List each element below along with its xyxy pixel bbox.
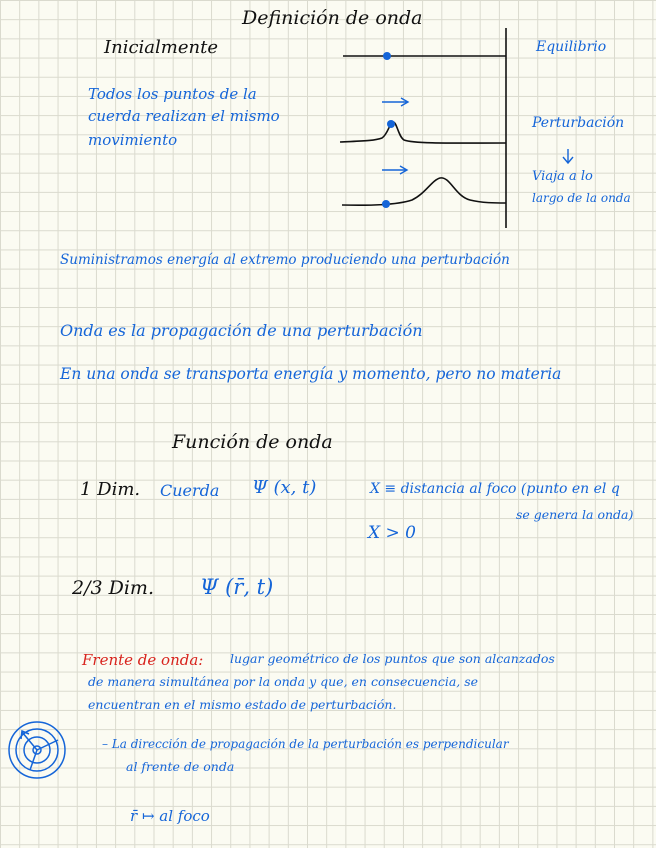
r-vector-note: r̄ ↦ al foco [130, 807, 210, 825]
wavefront-definition-3: encuentran en el mismo estado de perturbación. [88, 697, 397, 712]
wavefront-term: Frente de onda: [82, 651, 204, 669]
direction-line-1: – La dirección de propagación de la perturbación es perpendicular [102, 737, 509, 751]
dim23-label: 2/3 Dim. [72, 577, 154, 599]
supply-energy-text: Suministramos energía al extremo produciendo una perturbación [60, 252, 510, 268]
all-points-line-3: movimiento [88, 131, 178, 149]
wavefront-sketch [9, 722, 65, 778]
dim1-string: Cuerda [160, 481, 220, 500]
page-title: Definición de onda [242, 7, 423, 29]
transport-text: En una onda se transporta energía y momento, pero no materia [60, 365, 562, 383]
travels-line-2: largo de la onda [532, 191, 631, 205]
wavefront-definition-2: de manera simultánea por la onda y que, en consecuencia, se [88, 674, 479, 689]
dim1-psi: Ψ (x, t) [252, 477, 317, 498]
wave-definition-text: Onda es la propagación de una perturbación [60, 321, 423, 340]
perturbation-diagram [340, 98, 506, 143]
perturbation-label: Perturbación [532, 115, 625, 131]
travelling-wave-diagram [342, 166, 506, 208]
all-points-line-1: Todos los puntos de la [88, 85, 257, 103]
direction-line-2: al frente de onda [126, 759, 235, 774]
dim1-label: 1 Dim. [80, 479, 141, 500]
wave-function-heading: Función de onda [172, 431, 333, 453]
dim23-psi: Ψ (r̄, t) [200, 575, 274, 599]
dim1-x-definition-2: se genera la onda) [516, 507, 634, 522]
wavefront-definition-1: lugar geométrico de los puntos que son alcanzados [230, 651, 555, 666]
initially-label: Inicialmente [104, 37, 218, 58]
equilibrium-point [383, 52, 391, 60]
dim1-x-condition: X > 0 [368, 523, 416, 543]
all-points-line-2: cuerda realizan el mismo [88, 107, 280, 125]
travels-line-1: Viaja a lo [532, 169, 593, 184]
dim1-x-definition: X ≡ distancia al foco (punto en el q [370, 481, 620, 497]
down-arrow-icon [563, 149, 573, 163]
equilibrium-label: Equilibrio [536, 39, 607, 55]
equilibrium-diagram [343, 52, 506, 60]
